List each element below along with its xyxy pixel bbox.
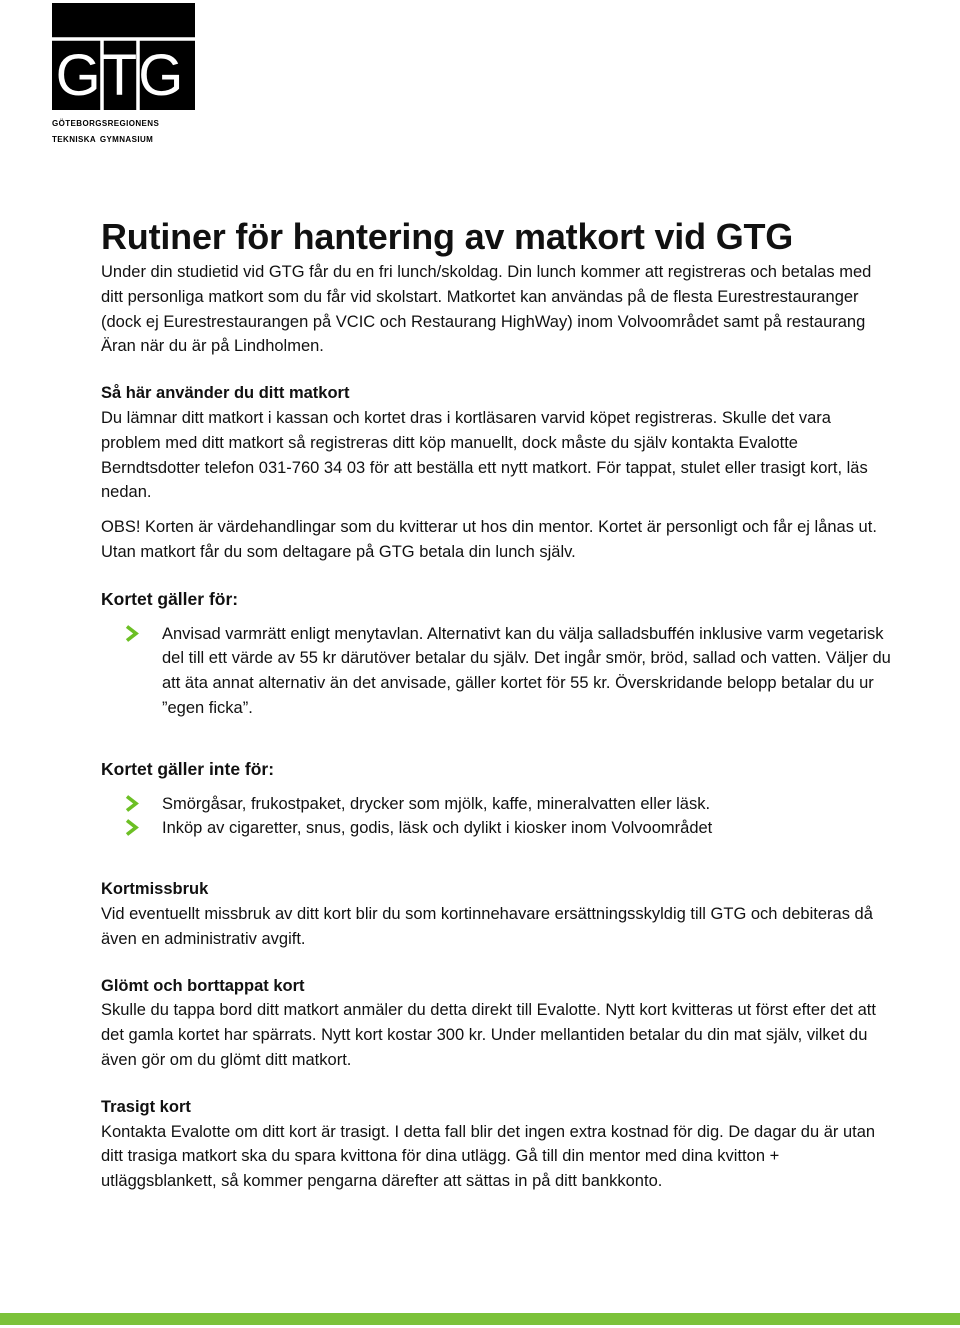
not-valid-for-heading: Kortet gäller inte för: (101, 758, 275, 779)
intro-paragraph: Under din studietid vid GTG får du en fri lunch/skoldag. Din lunch kommer att registreras och betalas med ditt personliga matkort som du får vid skolstart. Matkortet kan användas på de flesta Eurestrestauranger (dock ej Eurestrestaurangen på VCIC och Restaurang HighWay) inom Volvoområdet samt på restaurang Äran när du är på Lindholmen. (101, 263, 872, 356)
list-item-text: Smörgåsar, frukostpaket, drycker som mjölk, kaffe, mineralvatten eller läsk. (162, 794, 711, 813)
logo-subtitle-line1: göteborgsregionens (52, 115, 160, 129)
chevron-right-icon (125, 625, 139, 642)
usage-paragraph: Du lämnar ditt matkort i kassan och kortet dras i kortläsaren varvid köpet registreras. Skulle det vara problem med ditt matkort så registreras ditt köp manuellt, dock måste du själv kontakta Evalotte Berndtsdotter telefon 031-760 34 03 för att beställa ett nytt matkort. För tappat, stulet eller trasigt kort, läs nedan. (101, 408, 868, 502)
gtg-logo (52, 3, 195, 110)
obs-paragraph: OBS! Korten är värdehandlingar som du kvitterar ut hos din mentor. Kortet är personligt och får ej lånas ut. Utan matkort får du som deltagare på GTG betala din lunch själv. (101, 518, 877, 561)
logo-subtitle-line2: tekniska gymnasium (52, 131, 154, 145)
chevron-right-icon (125, 819, 139, 836)
list-item (101, 792, 891, 817)
list-item (101, 816, 891, 841)
chevron-right-icon (125, 795, 139, 812)
list-item-text: Inköp av cigaretter, snus, godis, läsk och dylikt i kiosker inom Volvoområdet (162, 819, 713, 838)
not-valid-for-list (101, 792, 891, 842)
footer-accent-bar (0, 1313, 960, 1325)
misuse-heading: Kortmissbruk (101, 880, 209, 899)
lost-card-paragraph: Skulle du tappa bord ditt matkort anmäler du detta direkt till Evalotte. Nytt kort kvitteras ut först efter det att det gamla kortet har spärrats. Nytt kort kostar 300 kr. Under mellantiden betalar du din mat själv, vilket du även gör om du glömt ditt matkort. (101, 1001, 876, 1069)
broken-card-heading: Trasigt kort (101, 1097, 191, 1116)
list-item-text: Anvisad varmrätt enligt menytavlan. Alternativt kan du välja salladsbuffén inklusive varm vegetarisk del till ett värde av 55 kr därutöver betalar du själv. Det ingår smör, bröd, sallad och vatten. Väljer du att äta annat alternativ än det anvisade, gäller kortet för 55 kr. Överskridande belopp betalar du ur ”egen ficka”. (162, 624, 891, 717)
gtg-logo-text: GTG (55, 43, 185, 108)
misuse-paragraph: Vid eventuellt missbruk av ditt kort blir du som kortinnehavare ersättningsskyldig till GTG och debiteras då även en administrativ avgift. (101, 904, 873, 948)
list-item (101, 622, 891, 721)
gtg-logo-mark (52, 3, 195, 110)
valid-for-heading: Kortet gäller för: (101, 588, 239, 609)
lost-card-heading: Glömt och borttappat kort (101, 976, 305, 995)
valid-for-list (101, 622, 891, 721)
broken-card-paragraph: Kontakta Evalotte om ditt kort är trasigt. I detta fall blir det ingen extra kostnad för dig. De dagar du är utan ditt trasiga matkort ska du spara kvittona för dina utlägg. Gå till din mentor med dina kvitton + utläggsblankett, så kommer pengarna därefter att sättas in på ditt bankkonto. (101, 1122, 876, 1191)
document-body (101, 214, 891, 1194)
usage-heading: Så här använder du ditt matkort (101, 384, 350, 403)
page-title: Rutiner för hantering av matkort vid GTG (101, 216, 794, 257)
